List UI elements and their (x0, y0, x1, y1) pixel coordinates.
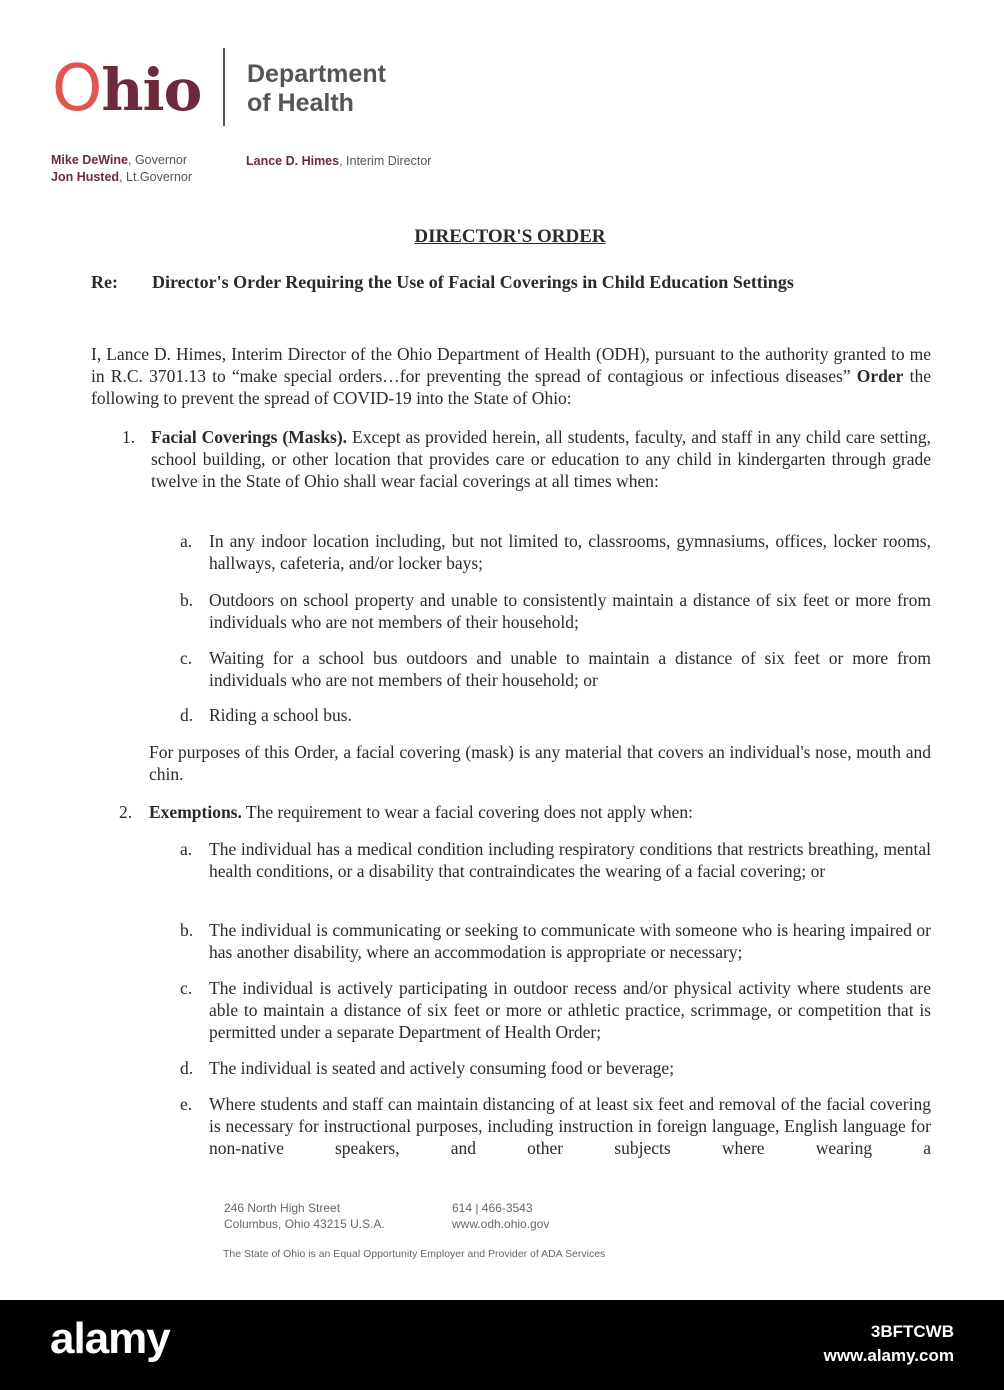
logo-text: Ohio (52, 52, 202, 126)
department-name (247, 60, 386, 118)
intro-text-end: the following to prevent the spread of COVID-19 into the State of Ohio: (91, 366, 931, 408)
logo-divider (223, 48, 225, 126)
section-text: The requirement to wear a facial covering does not apply when: (241, 802, 693, 822)
list-item: Where students and staff can maintain distancing of at least six feet and removal of the facial covering is necessary for instructional purposes, including instruction in foreign language, English language for non-native speakers, and other subjects where wearing a (209, 1094, 931, 1158)
item-letter: c. (180, 648, 193, 668)
section-text: Except as provided herein, all students, faculty, and staff in any child care setting, school building, or other location that provides care or education to any child in kindergarten through grade twelve in the State of Ohio shall wear facial coverings at all times when: (151, 427, 931, 491)
re-label: Re: (91, 272, 118, 292)
address-line2: Columbus, Ohio 43215 U.S.A. (224, 1217, 385, 1231)
eeo-statement: The State of Ohio is an Equal Opportunity Employer and Provider of ADA Services (223, 1248, 606, 1260)
intro-paragraph (91, 343, 931, 409)
section-2 (149, 801, 931, 823)
list-item: In any indoor location including, but not limited to, classrooms, gymnasiums, offices, locker rooms, hallways, cafeteria, and/or locker bays; (209, 531, 931, 573)
item-letter: c. (180, 978, 193, 998)
director-title: , Interim Director (339, 154, 432, 168)
lt-governor-title: , Lt.Governor (119, 170, 193, 184)
item-letter: b. (180, 920, 194, 940)
dept-line1: Department (247, 60, 386, 88)
footer-contact (452, 1200, 549, 1232)
footer-address (224, 1200, 385, 1232)
intro-bold: Order (856, 366, 904, 386)
alamy-logo: alamy (50, 1314, 170, 1363)
watermark-bar (0, 1300, 1004, 1390)
address-line1: 246 North High Street (224, 1201, 341, 1215)
ohio-logo (52, 52, 202, 126)
governor-title: , Governor (128, 153, 188, 167)
governor-name: Mike DeWine (51, 153, 128, 167)
subject-line (91, 272, 794, 293)
list-item: The individual is actively participating in outdoor recess and/or physical activity where students are able to maintain a distance of six feet or more or athletic practice, scrimmage, or competition that is permitted under a separate Department of Health Order; (209, 978, 931, 1042)
item-letter: a. (180, 839, 193, 859)
list-item: The individual is communicating or seeking to communicate with someone who is hearing impaired or has another disability, where an accommodation is appropriate or necessary; (209, 920, 931, 962)
list-item: The individual is seated and actively consuming food or beverage; (209, 1058, 675, 1078)
item-letter: a. (180, 531, 193, 551)
section-1 (151, 426, 931, 492)
dept-line2: of Health (247, 89, 354, 117)
lt-governor-name: Jon Husted (51, 170, 120, 184)
list-item: The individual has a medical condition including respiratory conditions that restricts breathing, mental health conditions, or a disability that contraindicates the wearing of a facial covering; or (209, 839, 931, 881)
intro-text: I, Lance D. Himes, Interim Director of the Ohio Department of Health (ODH), pursuant to the authority granted to me in R.C. 3701.13 to “make special orders…for preventing the spread of contagious or infectious diseases” (91, 344, 931, 386)
section-number: 1. (122, 427, 136, 447)
watermark-url: www.alamy.com (823, 1346, 954, 1365)
governors (51, 152, 192, 186)
document-title: DIRECTOR'S ORDER (414, 226, 606, 247)
item-letter: d. (180, 1058, 194, 1078)
section-note: For purposes of this Order, a facial covering (mask) is any material that covers an individual's nose, mouth and chin. (149, 742, 931, 784)
website: www.odh.ohio.gov (452, 1217, 550, 1231)
list-item: Waiting for a school bus outdoors and unable to maintain a distance of six feet or more from individuals who are not members of their household; or (209, 648, 931, 690)
section-heading: Facial Coverings (Masks). (151, 427, 348, 447)
image-id: 3BFTCWB (870, 1322, 954, 1341)
director (246, 153, 431, 170)
item-letter: e. (180, 1094, 193, 1114)
list-item: Riding a school bus. (209, 705, 352, 725)
phone: 614 | 466-3543 (452, 1201, 533, 1215)
section-number: 2. (119, 802, 133, 822)
section-heading: Exemptions. (149, 802, 242, 822)
re-text: Director's Order Requiring the Use of Facial Coverings in Child Education Settings (152, 272, 794, 292)
item-letter: d. (180, 705, 194, 725)
director-name: Lance D. Himes (246, 154, 340, 168)
item-letter: b. (180, 590, 194, 610)
list-item: Outdoors on school property and unable to consistently maintain a distance of six feet or more from individuals who are not members of their household; (209, 590, 931, 632)
